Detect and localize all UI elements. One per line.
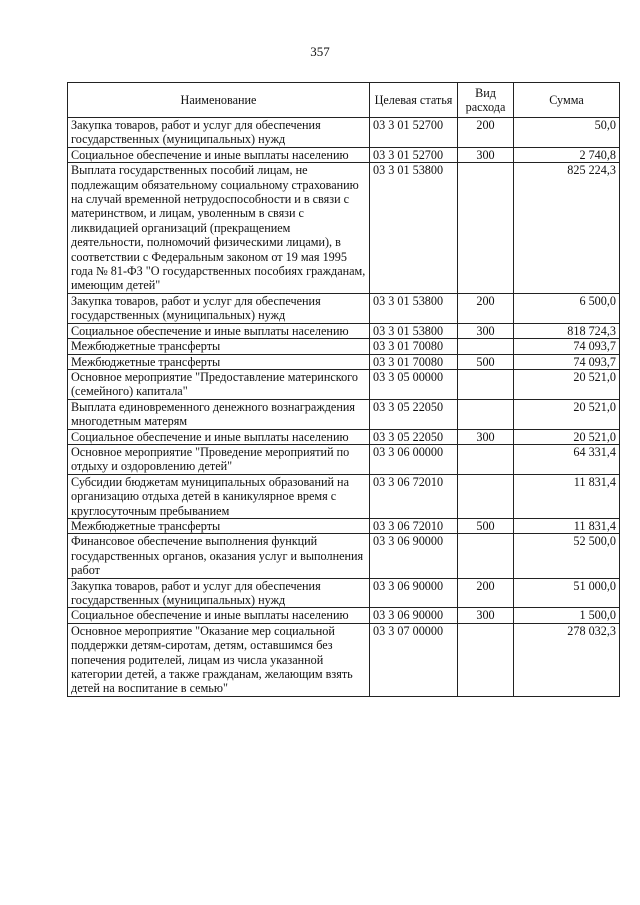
row-expense-type-cell: 300 (458, 323, 514, 338)
table-row (68, 399, 620, 429)
row-expense-type-cell: 200 (458, 118, 514, 148)
table-row (68, 608, 620, 623)
table-row (68, 474, 620, 518)
table-row (68, 118, 620, 148)
row-sum-cell: 20 521,0 (514, 369, 620, 399)
table-row (68, 293, 620, 323)
row-target-article-cell: 03 3 05 22050 (370, 399, 458, 429)
row-name-cell: Основное мероприятие "Проведение мероприятий по отдыху и оздоровлению детей" (68, 444, 370, 474)
row-expense-type-cell: 300 (458, 147, 514, 162)
row-target-article-cell: 03 3 01 53800 (370, 163, 458, 294)
row-expense-type-cell: 300 (458, 429, 514, 444)
row-expense-type-cell (458, 623, 514, 696)
table-row (68, 578, 620, 608)
row-sum-cell: 818 724,3 (514, 323, 620, 338)
table-row (68, 429, 620, 444)
row-target-article-cell: 03 3 06 72010 (370, 474, 458, 518)
row-target-article-cell: 03 3 07 00000 (370, 623, 458, 696)
table-row (68, 323, 620, 338)
row-sum-cell: 825 224,3 (514, 163, 620, 294)
row-expense-type-cell (458, 444, 514, 474)
table-row (68, 534, 620, 578)
row-expense-type-cell (458, 534, 514, 578)
row-target-article-cell: 03 3 01 52700 (370, 118, 458, 148)
row-name-cell: Социальное обеспечение и иные выплаты населению (68, 429, 370, 444)
row-expense-type-cell: 300 (458, 608, 514, 623)
row-expense-type-cell: 200 (458, 578, 514, 608)
row-sum-cell: 52 500,0 (514, 534, 620, 578)
header-expense-type: Вид расхода (458, 83, 514, 118)
row-name-cell: Закупка товаров, работ и услуг для обеспечения государственных (муниципальных) нужд (68, 293, 370, 323)
table-row (68, 147, 620, 162)
table-row (68, 623, 620, 696)
row-expense-type-cell (458, 163, 514, 294)
row-name-cell: Межбюджетные трансферты (68, 339, 370, 354)
row-name-cell: Основное мероприятие "Оказание мер социальной поддержки детям-сиротам, детям, оставшимся без попечения родителей, лицам из числа указанной категории детей, а также гражданам, желающим взять детей на воспитание в семью" (68, 623, 370, 696)
row-name-cell: Межбюджетные трансферты (68, 518, 370, 533)
row-expense-type-cell (458, 399, 514, 429)
row-target-article-cell: 03 3 01 52700 (370, 147, 458, 162)
row-name-cell: Социальное обеспечение и иные выплаты населению (68, 608, 370, 623)
row-name-cell: Межбюджетные трансферты (68, 354, 370, 369)
table-row (68, 339, 620, 354)
row-sum-cell: 11 831,4 (514, 474, 620, 518)
table-row (68, 444, 620, 474)
row-sum-cell: 11 831,4 (514, 518, 620, 533)
row-sum-cell: 2 740,8 (514, 147, 620, 162)
row-sum-cell: 278 032,3 (514, 623, 620, 696)
table-row (68, 163, 620, 294)
page-number: 357 (310, 44, 330, 59)
row-expense-type-cell: 500 (458, 354, 514, 369)
row-name-cell: Закупка товаров, работ и услуг для обеспечения государственных (муниципальных) нужд (68, 578, 370, 608)
budget-table (67, 82, 620, 697)
row-sum-cell: 51 000,0 (514, 578, 620, 608)
row-target-article-cell: 03 3 01 70080 (370, 354, 458, 369)
row-name-cell: Финансовое обеспечение выполнения функций государственных органов, оказания услуг и выполнения работ (68, 534, 370, 578)
row-name-cell: Социальное обеспечение и иные выплаты населению (68, 323, 370, 338)
row-target-article-cell: 03 3 01 53800 (370, 323, 458, 338)
row-expense-type-cell (458, 339, 514, 354)
row-sum-cell: 50,0 (514, 118, 620, 148)
row-target-article-cell: 03 3 01 53800 (370, 293, 458, 323)
row-sum-cell: 20 521,0 (514, 429, 620, 444)
row-expense-type-cell: 200 (458, 293, 514, 323)
header-sum: Сумма (514, 83, 620, 118)
row-target-article-cell: 03 3 06 00000 (370, 444, 458, 474)
row-sum-cell: 20 521,0 (514, 399, 620, 429)
row-target-article-cell: 03 3 06 72010 (370, 518, 458, 533)
row-sum-cell: 74 093,7 (514, 339, 620, 354)
table-row (68, 354, 620, 369)
row-sum-cell: 6 500,0 (514, 293, 620, 323)
row-target-article-cell: 03 3 06 90000 (370, 578, 458, 608)
row-sum-cell: 64 331,4 (514, 444, 620, 474)
row-target-article-cell: 03 3 06 90000 (370, 608, 458, 623)
row-name-cell: Субсидии бюджетам муниципальных образований на организацию отдыха детей в каникулярное время с круглосуточным пребыванием (68, 474, 370, 518)
table-row (68, 369, 620, 399)
row-target-article-cell: 03 3 06 90000 (370, 534, 458, 578)
table-header-row (68, 83, 620, 118)
row-name-cell: Социальное обеспечение и иные выплаты населению (68, 147, 370, 162)
row-expense-type-cell: 500 (458, 518, 514, 533)
row-target-article-cell: 03 3 05 00000 (370, 369, 458, 399)
table-row (68, 518, 620, 533)
header-name: Наименование (68, 83, 370, 118)
row-sum-cell: 74 093,7 (514, 354, 620, 369)
row-expense-type-cell (458, 369, 514, 399)
row-name-cell: Основное мероприятие "Предоставление материнского (семейного) капитала" (68, 369, 370, 399)
row-sum-cell: 1 500,0 (514, 608, 620, 623)
row-target-article-cell: 03 3 05 22050 (370, 429, 458, 444)
header-target-article: Целевая статья (370, 83, 458, 118)
row-name-cell: Закупка товаров, работ и услуг для обеспечения государственных (муниципальных) нужд (68, 118, 370, 148)
row-name-cell: Выплата единовременного денежного вознаграждения многодетным матерям (68, 399, 370, 429)
row-expense-type-cell (458, 474, 514, 518)
row-target-article-cell: 03 3 01 70080 (370, 339, 458, 354)
row-name-cell: Выплата государственных пособий лицам, не подлежащим обязательному социальному страхованию на случай временной нетрудоспособности и в связи с материнством, и лицам, уволенным в связи с ликвидацией организаций (прекращением деятельности, полномочий физическими лицами), в соответствии с Федеральным законом от 19 мая 1995 года № 81-ФЗ "О государственных пособиях гражданам, имеющим детей" (68, 163, 370, 294)
